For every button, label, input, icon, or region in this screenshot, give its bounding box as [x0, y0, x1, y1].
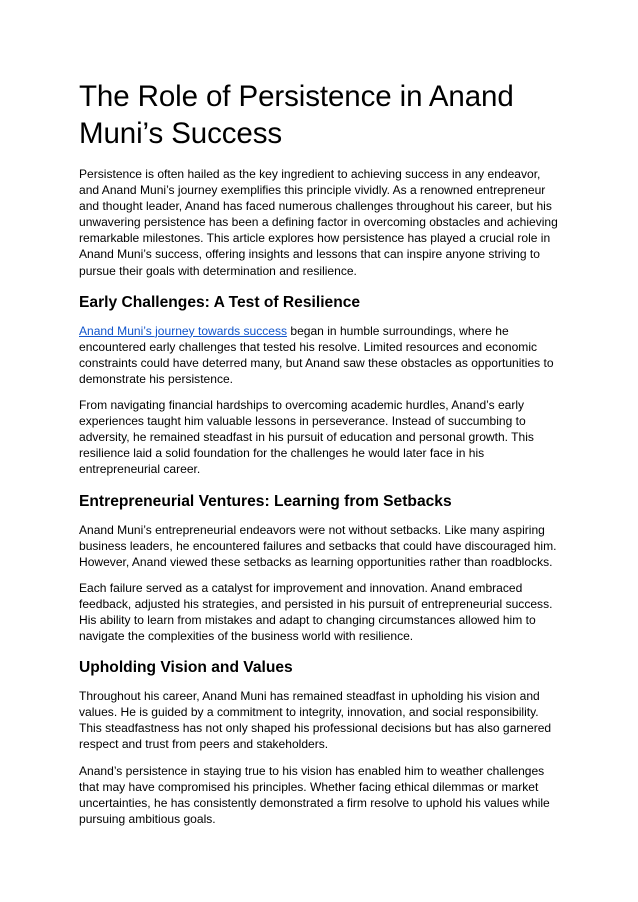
document-page	[79, 78, 563, 837]
paragraph-text: began in humble surroundings, where he encountered early challenges that tested his resolve. Limited resources and economic constraints could have deterred many, but Anand saw these obstacles as opportunities to demonstrate his persistence.	[79, 323, 554, 386]
section-paragraph: Anand’s persistence in staying true to his vision has enabled him to weather challenges that may have compromised his principles. Whether facing ethical dilemmas or market uncertainties, he has consistently demonstrated a firm resolve to uphold his values while pursuing ambitious goals.	[79, 763, 550, 826]
section-entrepreneurial-ventures	[79, 492, 563, 645]
section-paragraph: Throughout his career, Anand Muni has remained steadfast in upholding his vision and values. He is guided by a commitment to integrity, innovation, and social responsibility. This steadfastness has not only shaped his professional decisions but has also garnered respect and trust from peers and stakeholders.	[79, 689, 552, 752]
section-paragraph: Each failure served as a catalyst for improvement and innovation. Anand embraced feedback, adjusted his strategies, and persisted in his pursuit of entrepreneurial success. His ability to learn from mistakes and adapt to changing circumstances allowed him to navigate the complexities of the business world with resilience.	[79, 580, 553, 644]
section-heading: Upholding Vision and Values	[79, 659, 293, 677]
article-title: The Role of Persistence in Anand Muni’s Success	[79, 80, 514, 150]
section-vision-values	[79, 658, 563, 827]
section-paragraph: From navigating financial hardships to overcoming academic hurdles, Anand’s early experiences taught him valuable lessons in perseverance. Instead of succumbing to adversity, he remained steadfast in his pursuit of education and personal growth. This resilience laid a solid foundation for the challenges he would later face in his entrepreneurial career.	[79, 398, 534, 477]
section-heading: Entrepreneurial Ventures: Learning from Setbacks	[79, 492, 452, 510]
section-early-challenges	[79, 293, 563, 478]
section-heading: Early Challenges: A Test of Resilience	[79, 293, 361, 311]
journey-link[interactable]: Anand Muni’s journey towards success	[79, 323, 288, 338]
section-paragraph	[79, 323, 563, 387]
section-paragraph: Anand Muni’s entrepreneurial endeavors were not without setbacks. Like many aspiring business leaders, he encountered failures and setbacks that could have discouraged him. However, Anand viewed these setbacks as learning opportunities rather than roadblocks.	[79, 522, 557, 569]
intro-paragraph: Persistence is often hailed as the key ingredient to achieving success in any endeavor, and Anand Muni’s journey exemplifies this principle vividly. As a renowned entrepreneur and thought leader, Anand has faced numerous challenges throughout his career, but his unwavering persistence has been a defining factor in overcoming obstacles and achieving remarkable milestones. This article explores how persistence has played a crucial role in Anand Muni’s success, offering insights and lessons that can inspire anyone striving to pursue their goals with determination and resilience.	[79, 167, 558, 278]
